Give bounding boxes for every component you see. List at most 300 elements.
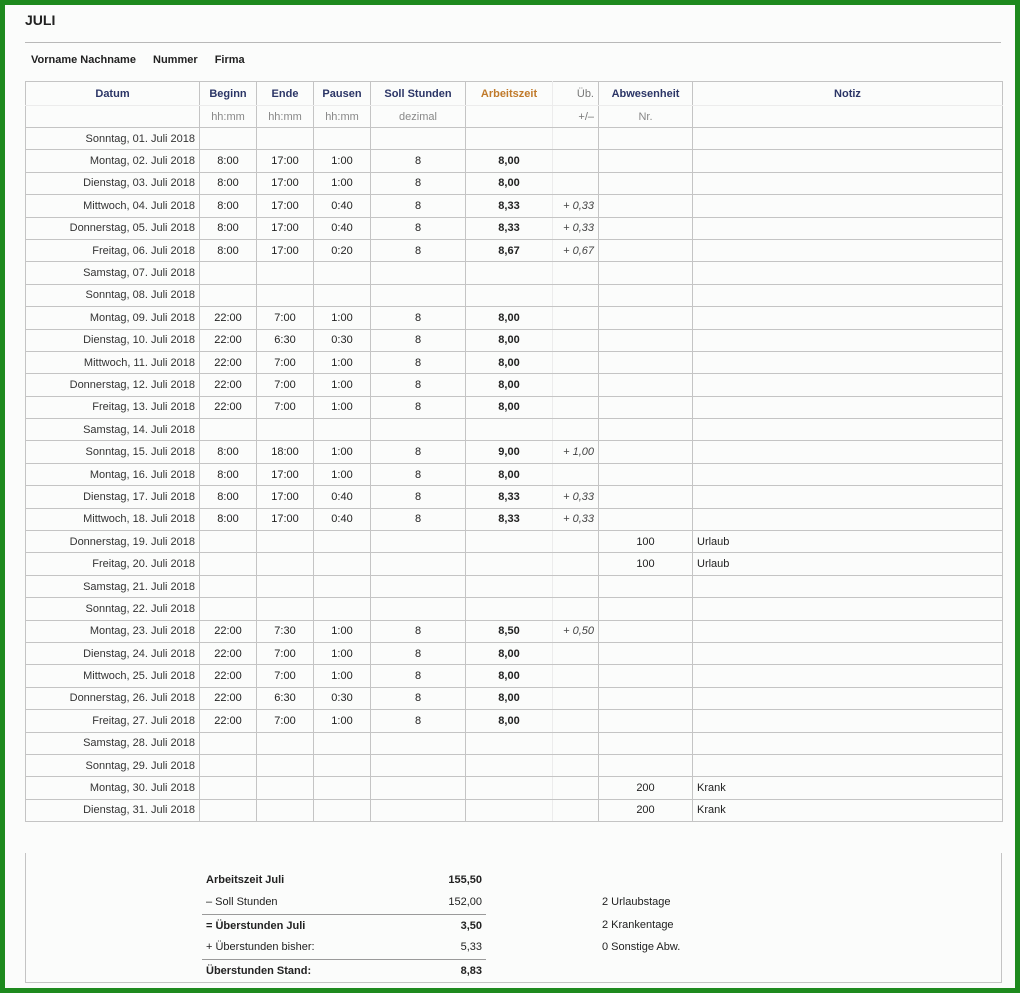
ende-cell: 18:00 bbox=[257, 441, 314, 463]
soll-cell: 8 bbox=[371, 620, 466, 642]
ende-cell: 17:00 bbox=[257, 195, 314, 217]
date-cell: Montag, 02. Juli 2018 bbox=[26, 150, 200, 172]
pausen-cell: 0:40 bbox=[314, 195, 371, 217]
pausen-cell bbox=[314, 777, 371, 799]
table-row bbox=[26, 396, 1003, 418]
beginn-cell: 22:00 bbox=[200, 710, 257, 732]
arbeitszeit-cell bbox=[466, 777, 553, 799]
pausen-cell bbox=[314, 553, 371, 575]
ende-cell: 17:00 bbox=[257, 217, 314, 239]
date-cell: Dienstag, 10. Juli 2018 bbox=[26, 329, 200, 351]
summary-bisher-value: 5,33 bbox=[460, 941, 482, 953]
summary-arbeitszeit-label: Arbeitszeit Juli bbox=[206, 874, 285, 886]
notiz-cell bbox=[693, 754, 1003, 776]
beginn-cell: 22:00 bbox=[200, 665, 257, 687]
ende-cell bbox=[257, 575, 314, 597]
arbeitszeit-cell: 8,33 bbox=[466, 486, 553, 508]
ub-cell bbox=[553, 687, 599, 709]
pausen-cell bbox=[314, 598, 371, 620]
soll-cell: 8 bbox=[371, 150, 466, 172]
date-cell: Mittwoch, 18. Juli 2018 bbox=[26, 508, 200, 530]
table-row bbox=[26, 128, 1003, 150]
soll-cell bbox=[371, 777, 466, 799]
header-row bbox=[26, 82, 1003, 106]
ub-cell bbox=[553, 284, 599, 306]
summary-ueberstunden-label: = Überstunden Juli bbox=[206, 920, 306, 932]
date-cell: Mittwoch, 04. Juli 2018 bbox=[26, 195, 200, 217]
beginn-cell: 8:00 bbox=[200, 195, 257, 217]
pausen-cell: 0:40 bbox=[314, 217, 371, 239]
abwesenheit-cell bbox=[599, 575, 693, 597]
header-soll: Soll Stunden bbox=[371, 82, 466, 106]
pausen-cell: 1:00 bbox=[314, 665, 371, 687]
pausen-cell: 1:00 bbox=[314, 351, 371, 373]
absence-krank: 2 Krankentage bbox=[602, 919, 674, 931]
pausen-cell: 0:30 bbox=[314, 687, 371, 709]
ub-cell: + 0,33 bbox=[553, 508, 599, 530]
timesheet-table bbox=[25, 81, 1003, 822]
notiz-cell: Krank bbox=[693, 777, 1003, 799]
beginn-cell: 8:00 bbox=[200, 239, 257, 261]
subheader-arbeitszeit bbox=[466, 106, 553, 128]
absence-urlaub: 2 Urlaubstage bbox=[602, 896, 671, 908]
table-row bbox=[26, 374, 1003, 396]
beginn-cell bbox=[200, 799, 257, 821]
soll-cell: 8 bbox=[371, 463, 466, 485]
table-row bbox=[26, 262, 1003, 284]
ende-cell bbox=[257, 777, 314, 799]
ende-cell: 7:00 bbox=[257, 307, 314, 329]
table-row bbox=[26, 575, 1003, 597]
beginn-cell bbox=[200, 732, 257, 754]
date-cell: Freitag, 20. Juli 2018 bbox=[26, 553, 200, 575]
date-cell: Mittwoch, 11. Juli 2018 bbox=[26, 351, 200, 373]
ub-cell: + 0,33 bbox=[553, 195, 599, 217]
soll-cell bbox=[371, 799, 466, 821]
ub-cell: + 0,50 bbox=[553, 620, 599, 642]
arbeitszeit-cell bbox=[466, 531, 553, 553]
pausen-cell bbox=[314, 754, 371, 776]
summary-ueberstunden-value: 3,50 bbox=[460, 920, 482, 932]
table-row bbox=[26, 732, 1003, 754]
abwesenheit-cell: 200 bbox=[599, 777, 693, 799]
ende-cell: 7:00 bbox=[257, 642, 314, 664]
subheader-beginn: hh:mm bbox=[200, 106, 257, 128]
date-cell: Montag, 30. Juli 2018 bbox=[26, 777, 200, 799]
pausen-cell: 1:00 bbox=[314, 463, 371, 485]
pausen-cell: 1:00 bbox=[314, 642, 371, 664]
arbeitszeit-cell bbox=[466, 419, 553, 441]
ub-cell bbox=[553, 777, 599, 799]
abwesenheit-cell bbox=[599, 754, 693, 776]
ub-cell: + 0,33 bbox=[553, 217, 599, 239]
arbeitszeit-cell: 8,00 bbox=[466, 374, 553, 396]
ub-cell bbox=[553, 642, 599, 664]
soll-cell bbox=[371, 419, 466, 441]
table-row bbox=[26, 195, 1003, 217]
soll-cell bbox=[371, 128, 466, 150]
soll-cell bbox=[371, 754, 466, 776]
beginn-cell bbox=[200, 419, 257, 441]
date-cell: Dienstag, 31. Juli 2018 bbox=[26, 799, 200, 821]
summary-arbeitszeit-value: 155,50 bbox=[448, 874, 482, 886]
ub-cell bbox=[553, 732, 599, 754]
notiz-cell: Urlaub bbox=[693, 553, 1003, 575]
pausen-cell: 1:00 bbox=[314, 307, 371, 329]
soll-cell: 8 bbox=[371, 642, 466, 664]
abwesenheit-cell bbox=[599, 642, 693, 664]
soll-cell: 8 bbox=[371, 374, 466, 396]
table-row bbox=[26, 553, 1003, 575]
subheader-pausen: hh:mm bbox=[314, 106, 371, 128]
beginn-cell: 22:00 bbox=[200, 351, 257, 373]
date-cell: Donnerstag, 19. Juli 2018 bbox=[26, 531, 200, 553]
ende-cell bbox=[257, 799, 314, 821]
summary-soll-label: – Soll Stunden bbox=[206, 896, 278, 908]
beginn-cell: 22:00 bbox=[200, 396, 257, 418]
pausen-cell: 1:00 bbox=[314, 620, 371, 642]
notiz-cell bbox=[693, 419, 1003, 441]
notiz-cell bbox=[693, 351, 1003, 373]
arbeitszeit-cell bbox=[466, 128, 553, 150]
notiz-cell bbox=[693, 598, 1003, 620]
ub-cell bbox=[553, 150, 599, 172]
ende-cell bbox=[257, 754, 314, 776]
ende-cell: 7:00 bbox=[257, 351, 314, 373]
date-cell: Freitag, 27. Juli 2018 bbox=[26, 710, 200, 732]
ub-cell bbox=[553, 710, 599, 732]
subheader-soll: dezimal bbox=[371, 106, 466, 128]
soll-cell bbox=[371, 732, 466, 754]
ende-cell: 17:00 bbox=[257, 463, 314, 485]
pausen-cell bbox=[314, 419, 371, 441]
ub-cell bbox=[553, 598, 599, 620]
date-cell: Montag, 09. Juli 2018 bbox=[26, 307, 200, 329]
pausen-cell: 1:00 bbox=[314, 710, 371, 732]
notiz-cell bbox=[693, 307, 1003, 329]
notiz-cell bbox=[693, 396, 1003, 418]
table-row bbox=[26, 441, 1003, 463]
arbeitszeit-cell bbox=[466, 799, 553, 821]
ub-cell bbox=[553, 351, 599, 373]
notiz-cell bbox=[693, 620, 1003, 642]
beginn-cell: 8:00 bbox=[200, 172, 257, 194]
notiz-cell: Urlaub bbox=[693, 531, 1003, 553]
pausen-cell: 1:00 bbox=[314, 150, 371, 172]
subheader-datum bbox=[26, 106, 200, 128]
abwesenheit-cell bbox=[599, 508, 693, 530]
abwesenheit-cell bbox=[599, 150, 693, 172]
ub-cell bbox=[553, 128, 599, 150]
beginn-cell: 22:00 bbox=[200, 642, 257, 664]
subheader-abwesenheit: Nr. bbox=[599, 106, 693, 128]
pausen-cell: 1:00 bbox=[314, 374, 371, 396]
arbeitszeit-cell bbox=[466, 284, 553, 306]
header-arbeitszeit: Arbeitszeit bbox=[466, 82, 553, 106]
table-row bbox=[26, 463, 1003, 485]
header-ub: Üb. bbox=[553, 82, 599, 106]
notiz-cell bbox=[693, 217, 1003, 239]
ende-cell bbox=[257, 732, 314, 754]
beginn-cell: 8:00 bbox=[200, 486, 257, 508]
subheader-notiz bbox=[693, 106, 1003, 128]
ende-cell: 17:00 bbox=[257, 508, 314, 530]
table-row bbox=[26, 598, 1003, 620]
soll-cell: 8 bbox=[371, 687, 466, 709]
arbeitszeit-cell: 8,00 bbox=[466, 642, 553, 664]
summary-soll bbox=[202, 891, 486, 913]
ende-cell: 7:00 bbox=[257, 374, 314, 396]
beginn-cell bbox=[200, 284, 257, 306]
beginn-cell: 8:00 bbox=[200, 463, 257, 485]
ende-cell: 17:00 bbox=[257, 486, 314, 508]
summary-stand-value: 8,83 bbox=[460, 965, 482, 977]
notiz-cell bbox=[693, 195, 1003, 217]
abwesenheit-cell: 100 bbox=[599, 553, 693, 575]
notiz-cell: Krank bbox=[693, 799, 1003, 821]
ende-cell: 7:00 bbox=[257, 665, 314, 687]
beginn-cell: 22:00 bbox=[200, 329, 257, 351]
date-cell: Donnerstag, 05. Juli 2018 bbox=[26, 217, 200, 239]
ende-cell bbox=[257, 262, 314, 284]
notiz-cell bbox=[693, 441, 1003, 463]
table-row bbox=[26, 284, 1003, 306]
date-cell: Mittwoch, 25. Juli 2018 bbox=[26, 665, 200, 687]
notiz-cell bbox=[693, 710, 1003, 732]
ub-cell bbox=[553, 754, 599, 776]
soll-cell: 8 bbox=[371, 710, 466, 732]
beginn-cell: 22:00 bbox=[200, 307, 257, 329]
abwesenheit-cell bbox=[599, 598, 693, 620]
pausen-cell: 0:40 bbox=[314, 486, 371, 508]
soll-cell: 8 bbox=[371, 239, 466, 261]
abwesenheit-cell: 200 bbox=[599, 799, 693, 821]
table-row bbox=[26, 710, 1003, 732]
ende-cell: 17:00 bbox=[257, 239, 314, 261]
soll-cell: 8 bbox=[371, 396, 466, 418]
abwesenheit-cell bbox=[599, 329, 693, 351]
date-cell: Sonntag, 29. Juli 2018 bbox=[26, 754, 200, 776]
table-row bbox=[26, 217, 1003, 239]
ende-cell: 7:00 bbox=[257, 710, 314, 732]
arbeitszeit-cell: 8,00 bbox=[466, 329, 553, 351]
pausen-cell: 1:00 bbox=[314, 396, 371, 418]
ub-cell bbox=[553, 307, 599, 329]
notiz-cell bbox=[693, 374, 1003, 396]
ub-cell bbox=[553, 396, 599, 418]
notiz-cell bbox=[693, 463, 1003, 485]
pausen-cell bbox=[314, 732, 371, 754]
table-row bbox=[26, 799, 1003, 821]
abwesenheit-cell bbox=[599, 172, 693, 194]
soll-cell bbox=[371, 262, 466, 284]
header-abwesenheit: Abwesenheit bbox=[599, 82, 693, 106]
beginn-cell bbox=[200, 777, 257, 799]
notiz-cell bbox=[693, 262, 1003, 284]
soll-cell: 8 bbox=[371, 486, 466, 508]
beginn-cell: 8:00 bbox=[200, 508, 257, 530]
abwesenheit-cell bbox=[599, 239, 693, 261]
arbeitszeit-cell: 8,33 bbox=[466, 217, 553, 239]
abwesenheit-cell bbox=[599, 374, 693, 396]
pausen-cell bbox=[314, 799, 371, 821]
table-row bbox=[26, 419, 1003, 441]
soll-cell: 8 bbox=[371, 508, 466, 530]
ub-cell bbox=[553, 262, 599, 284]
person-number: Nummer bbox=[153, 54, 198, 66]
arbeitszeit-cell bbox=[466, 754, 553, 776]
summary-ueberstunden bbox=[202, 914, 486, 937]
soll-cell bbox=[371, 284, 466, 306]
ub-cell bbox=[553, 799, 599, 821]
table-row bbox=[26, 329, 1003, 351]
notiz-cell bbox=[693, 172, 1003, 194]
table-row bbox=[26, 172, 1003, 194]
abwesenheit-cell bbox=[599, 486, 693, 508]
ende-cell bbox=[257, 419, 314, 441]
arbeitszeit-cell: 8,67 bbox=[466, 239, 553, 261]
date-cell: Samstag, 07. Juli 2018 bbox=[26, 262, 200, 284]
date-cell: Sonntag, 08. Juli 2018 bbox=[26, 284, 200, 306]
soll-cell bbox=[371, 598, 466, 620]
date-cell: Dienstag, 24. Juli 2018 bbox=[26, 642, 200, 664]
beginn-cell: 22:00 bbox=[200, 374, 257, 396]
summary-bisher bbox=[202, 936, 486, 958]
ende-cell bbox=[257, 128, 314, 150]
date-cell: Sonntag, 22. Juli 2018 bbox=[26, 598, 200, 620]
abwesenheit-cell bbox=[599, 732, 693, 754]
soll-cell: 8 bbox=[371, 217, 466, 239]
notiz-cell bbox=[693, 284, 1003, 306]
ub-cell bbox=[553, 553, 599, 575]
date-cell: Samstag, 28. Juli 2018 bbox=[26, 732, 200, 754]
arbeitszeit-cell: 8,00 bbox=[466, 307, 553, 329]
notiz-cell bbox=[693, 329, 1003, 351]
abwesenheit-cell: 100 bbox=[599, 531, 693, 553]
soll-cell: 8 bbox=[371, 441, 466, 463]
arbeitszeit-cell: 8,33 bbox=[466, 195, 553, 217]
header-notiz: Notiz bbox=[693, 82, 1003, 106]
abwesenheit-cell bbox=[599, 217, 693, 239]
pausen-cell: 0:30 bbox=[314, 329, 371, 351]
beginn-cell bbox=[200, 553, 257, 575]
arbeitszeit-cell: 8,00 bbox=[466, 351, 553, 373]
summary-arbeitszeit bbox=[202, 869, 486, 891]
pausen-cell: 0:40 bbox=[314, 508, 371, 530]
beginn-cell: 8:00 bbox=[200, 441, 257, 463]
ub-cell bbox=[553, 419, 599, 441]
beginn-cell bbox=[200, 754, 257, 776]
ende-cell: 7:00 bbox=[257, 396, 314, 418]
soll-cell: 8 bbox=[371, 665, 466, 687]
arbeitszeit-cell: 8,00 bbox=[466, 687, 553, 709]
ende-cell: 6:30 bbox=[257, 329, 314, 351]
date-cell: Freitag, 13. Juli 2018 bbox=[26, 396, 200, 418]
table-row bbox=[26, 351, 1003, 373]
month-title: JULI bbox=[25, 12, 56, 28]
arbeitszeit-cell: 8,00 bbox=[466, 150, 553, 172]
ende-cell bbox=[257, 598, 314, 620]
notiz-cell bbox=[693, 575, 1003, 597]
date-cell: Dienstag, 17. Juli 2018 bbox=[26, 486, 200, 508]
notiz-cell bbox=[693, 239, 1003, 261]
date-cell: Donnerstag, 12. Juli 2018 bbox=[26, 374, 200, 396]
date-cell: Donnerstag, 26. Juli 2018 bbox=[26, 687, 200, 709]
notiz-cell bbox=[693, 150, 1003, 172]
summary-section bbox=[25, 853, 1002, 983]
table-row bbox=[26, 687, 1003, 709]
abwesenheit-cell bbox=[599, 463, 693, 485]
table-row bbox=[26, 754, 1003, 776]
ub-cell: + 0,33 bbox=[553, 486, 599, 508]
table-row bbox=[26, 777, 1003, 799]
beginn-cell bbox=[200, 262, 257, 284]
pausen-cell: 0:20 bbox=[314, 239, 371, 261]
summary-stand-label: Überstunden Stand: bbox=[206, 965, 312, 977]
absence-sonstige: 0 Sonstige Abw. bbox=[602, 941, 681, 953]
beginn-cell: 22:00 bbox=[200, 620, 257, 642]
ub-cell bbox=[553, 575, 599, 597]
beginn-cell: 8:00 bbox=[200, 150, 257, 172]
soll-cell bbox=[371, 531, 466, 553]
beginn-cell: 8:00 bbox=[200, 217, 257, 239]
arbeitszeit-cell: 8,00 bbox=[466, 172, 553, 194]
subheader-ub: +/– bbox=[553, 106, 599, 128]
date-cell: Sonntag, 15. Juli 2018 bbox=[26, 441, 200, 463]
abwesenheit-cell bbox=[599, 128, 693, 150]
pausen-cell bbox=[314, 128, 371, 150]
arbeitszeit-cell: 8,00 bbox=[466, 665, 553, 687]
arbeitszeit-cell bbox=[466, 732, 553, 754]
notiz-cell bbox=[693, 732, 1003, 754]
notiz-cell bbox=[693, 665, 1003, 687]
arbeitszeit-cell bbox=[466, 598, 553, 620]
subheader-row bbox=[26, 106, 1003, 128]
ub-cell: + 0,67 bbox=[553, 239, 599, 261]
pausen-cell bbox=[314, 284, 371, 306]
header-datum: Datum bbox=[26, 82, 200, 106]
arbeitszeit-cell: 8,33 bbox=[466, 508, 553, 530]
notiz-cell bbox=[693, 486, 1003, 508]
notiz-cell bbox=[693, 128, 1003, 150]
ub-cell bbox=[553, 665, 599, 687]
arbeitszeit-cell bbox=[466, 553, 553, 575]
arbeitszeit-cell: 8,50 bbox=[466, 620, 553, 642]
soll-cell: 8 bbox=[371, 195, 466, 217]
soll-cell: 8 bbox=[371, 307, 466, 329]
abwesenheit-cell bbox=[599, 710, 693, 732]
soll-cell bbox=[371, 553, 466, 575]
abwesenheit-cell bbox=[599, 620, 693, 642]
notiz-cell bbox=[693, 687, 1003, 709]
date-cell: Samstag, 21. Juli 2018 bbox=[26, 575, 200, 597]
arbeitszeit-cell: 8,00 bbox=[466, 710, 553, 732]
header-beginn: Beginn bbox=[200, 82, 257, 106]
table-row bbox=[26, 486, 1003, 508]
subheader-ende: hh:mm bbox=[257, 106, 314, 128]
ub-cell: + 1,00 bbox=[553, 441, 599, 463]
pausen-cell: 1:00 bbox=[314, 172, 371, 194]
table-row bbox=[26, 508, 1003, 530]
pausen-cell: 1:00 bbox=[314, 441, 371, 463]
date-cell: Montag, 16. Juli 2018 bbox=[26, 463, 200, 485]
abwesenheit-cell bbox=[599, 307, 693, 329]
table-row bbox=[26, 150, 1003, 172]
abwesenheit-cell bbox=[599, 687, 693, 709]
ende-cell: 17:00 bbox=[257, 172, 314, 194]
ende-cell bbox=[257, 284, 314, 306]
table-row bbox=[26, 665, 1003, 687]
